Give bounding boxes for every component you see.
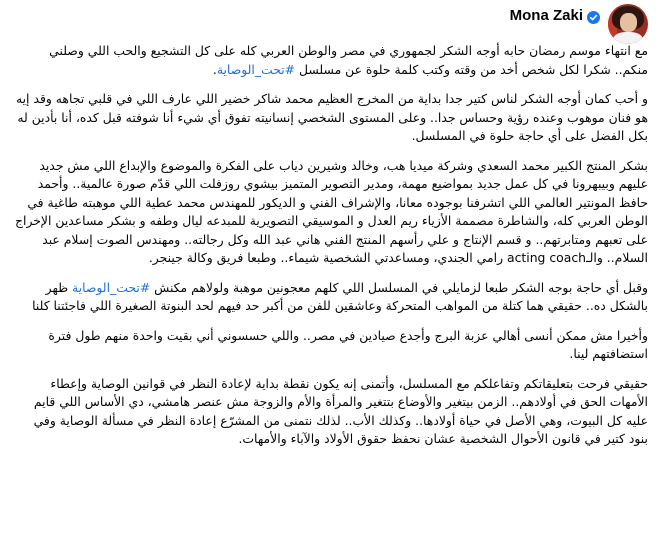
post-paragraph-thanks-locals: وأخيرا مش ممكن أنسى أهالي عزبة البرج وأجدع صيادين في مصر.. واللي حسسوني أني بقيت واحدة منهم طول فترة استضافتهم لينا. — [48, 327, 648, 361]
paragraph-text: رامي الجندي، ومساعدتي الشخصية شيماء.. وطبعا فريق وكالة جينجر. — [148, 250, 507, 265]
hashtag-link[interactable]: #تحت_الوصاية — [72, 279, 151, 295]
author-avatar[interactable] — [608, 4, 648, 44]
paragraph-text: وقبل أي حاجة بوجه الشكر طبعا لزمايلي في المسلسل اللي كلهم معجونين موهبة ولولاهم مكنش — [150, 279, 648, 295]
post-paragraph-thanks-director: و أحب كمان أوجه الشكر لناس كتير جدا بداية من المخرج العظيم محمد شاكر خضير اللي عارف اللي في قلبي تجاهه وقد إيه هو فنان موهوب وعنده رؤية وحساس جدا.. وعلى المستوى الشخصي إنسانيته تفوق أي شيء أنا شوفته قبل كده، أنا بأدين له بكل الفضل على أي حاجة حلوة في المسلسل. — [15, 91, 648, 143]
author-name[interactable]: Mona Zaki — [509, 7, 583, 24]
post-paragraph-closing: حقيقي فرحت بتعليقاتكم وتفاعلكم مع المسلسل، وأتمنى إنه يكون نقطة بداية لإعادة النظر في قوانين الوصاية وإعطاء الأمهات الحق في أولادهم.. الزمن بيتغير والأوضاع بتتغير والمرأة والأم والزوجة مش عنصر هامشي، دي الأساس اللي قايم عليه كل البيوت، وهي الأصل في حياة أولادها.. وكذلك الأب.. لذلك نتمنى من المشرّع إعادة النظر في مسألة الوصاية وفي بنود كتير في قانون الأحوال الشخصية عشان نحفظ حقوق الأولاد والآباء والأمهات. — [33, 375, 648, 446]
post-header — [510, 4, 648, 44]
paragraph-text: مع انتهاء موسم رمضان حابه أوجه الشكر لجمهوري في مصر والوطن العربي كله على كل التشجيع والحب اللي وصلني منكم.. شكرا لكل شخص أخد من وقته وكتب كلمة حلوة عن مسلسل — [49, 43, 648, 77]
post-body — [14, 42, 648, 460]
author-name-row — [510, 7, 600, 24]
post-paragraph-thanks-cast — [14, 279, 648, 316]
paragraph-text: . — [212, 61, 217, 77]
post-paragraph-thanks-audience — [14, 42, 648, 79]
post-paragraph-thanks-crew — [14, 157, 648, 268]
paragraph-text: بشكر المنتج الكبير محمد السعدي وشركة ميديا هب، وخالد وشيرين دياب على الفكرة والموضوع والإبداع اللي مش جديد عليهم وبيبهرونا في كل عمل جديد بمواضيع مهمة، ومدير التصوير المتميز بيشوي روزفلت اللي قدّم صورة عالمية.. وأحمد حافظ المونتير العالمي اللي اتشرفنا بوجوده معانا، والإشراف الفني و الديكور للمهندس محمد عطية اللي موهبته طاغية في الوطن العربي كله، والشاطرة مصممة الأزياء ريم العدل و الموسيقي التصويرية للمبدعه ليال وطفه و بشكر مساعدين الإخراج على تعبهم ومتابرتهم.. و قسم الإنتاج و علي رأسهم المنتج الفني هاني عبد الله وكل رجالته.. ومهندس الصوت إسلام عبد السلام.. والـ — [15, 157, 648, 265]
hashtag-link[interactable]: #تحت_الوصاية — [216, 61, 296, 77]
verified-badge-icon — [587, 9, 600, 22]
paragraph-text: ظهر بالشكل ده.. حقيقي هما كتلة من المواهب المتحركة وعاشقين للفن من أكبر حد فيهم لحد البنوتة الصغيرة اللي فاجئتنا كلنا — [32, 279, 648, 313]
acting-coach-text: acting coach — [507, 250, 587, 265]
avatar-face — [620, 13, 637, 32]
